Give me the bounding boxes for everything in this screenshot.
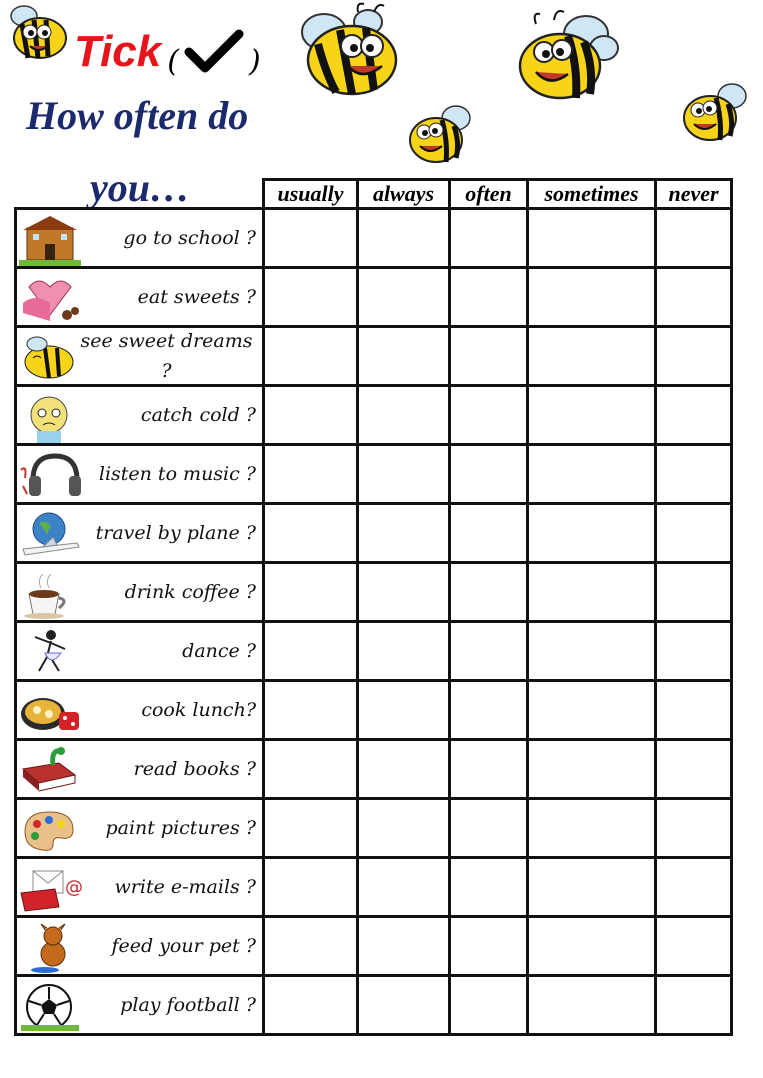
title-tick-word: Tick — [74, 27, 162, 76]
tick-cell[interactable] — [656, 268, 732, 327]
activity-cell — [16, 917, 264, 976]
activity-label: go to school ? — [123, 227, 256, 249]
activity-label: dance ? — [182, 640, 256, 662]
activity-cell — [16, 209, 264, 268]
activity-cell — [16, 622, 264, 681]
subtitle-line2: you… — [90, 165, 190, 210]
activity-label: cook lunch? — [141, 699, 256, 721]
tick-cell[interactable] — [358, 268, 450, 327]
bee-icon — [406, 100, 478, 166]
sick-kid-icon — [19, 391, 81, 443]
tick-cell[interactable] — [358, 799, 450, 858]
tick-cell[interactable] — [656, 976, 732, 1035]
table-row — [16, 858, 732, 917]
tick-cell[interactable] — [450, 268, 528, 327]
email-icon — [19, 863, 81, 915]
tick-cell[interactable] — [656, 622, 732, 681]
bee-icon — [2, 2, 70, 64]
tick-cell[interactable] — [264, 563, 358, 622]
tick-cell[interactable] — [358, 563, 450, 622]
tick-cell[interactable] — [656, 327, 732, 386]
activity-label: listen to music ? — [98, 463, 256, 485]
chocolate-box-icon — [19, 273, 81, 325]
tick-cell[interactable] — [358, 681, 450, 740]
tick-cell[interactable] — [450, 740, 528, 799]
tick-cell[interactable] — [264, 327, 358, 386]
table-row — [16, 268, 732, 327]
tick-cell[interactable] — [528, 268, 656, 327]
table-row — [16, 386, 732, 445]
sleeping-bee-icon — [19, 332, 81, 384]
activity-cell — [16, 976, 264, 1035]
tick-cell[interactable] — [264, 209, 358, 268]
tick-cell[interactable] — [656, 563, 732, 622]
activity-label: write e-mails ? — [114, 876, 256, 898]
table-row — [16, 976, 732, 1035]
tick-cell[interactable] — [656, 858, 732, 917]
tick-cell[interactable] — [358, 740, 450, 799]
tick-cell[interactable] — [450, 976, 528, 1035]
tick-cell[interactable] — [358, 445, 450, 504]
tick-cell[interactable] — [656, 504, 732, 563]
tick-cell[interactable] — [450, 563, 528, 622]
tick-cell[interactable] — [450, 327, 528, 386]
tick-cell[interactable] — [656, 917, 732, 976]
tick-cell[interactable] — [528, 386, 656, 445]
activity-cell — [16, 386, 264, 445]
tick-cell[interactable] — [450, 622, 528, 681]
column-header: often — [450, 180, 528, 209]
column-header: never — [656, 180, 732, 209]
title-row — [74, 22, 261, 82]
activity-cell — [16, 740, 264, 799]
activity-cell — [16, 445, 264, 504]
tick-cell[interactable] — [450, 858, 528, 917]
svg-text:@: @ — [65, 877, 83, 898]
activity-label: read books ? — [133, 758, 256, 780]
tick-cell[interactable] — [528, 622, 656, 681]
tick-cell[interactable] — [358, 504, 450, 563]
bee-icon — [514, 8, 620, 108]
tick-cell[interactable] — [528, 799, 656, 858]
tick-cell[interactable] — [264, 504, 358, 563]
coffee-cup-icon — [19, 568, 81, 620]
tick-cell[interactable] — [528, 740, 656, 799]
activity-label: paint pictures ? — [105, 817, 256, 839]
tick-cell[interactable] — [358, 386, 450, 445]
tick-cell[interactable] — [264, 622, 358, 681]
header-row — [16, 180, 732, 209]
tick-cell[interactable] — [528, 976, 656, 1035]
activity-cell — [16, 799, 264, 858]
activity-cell — [16, 858, 264, 917]
table-row — [16, 799, 732, 858]
tick-cell[interactable] — [450, 504, 528, 563]
tick-cell[interactable] — [358, 622, 450, 681]
table-row — [16, 917, 732, 976]
tick-cell[interactable] — [264, 445, 358, 504]
table-row — [16, 327, 732, 386]
tick-cell[interactable] — [358, 917, 450, 976]
tick-cell[interactable] — [358, 858, 450, 917]
activity-label: catch cold ? — [140, 404, 256, 426]
activity-cell — [16, 504, 264, 563]
bee-icon — [678, 78, 750, 144]
activity-cell — [16, 327, 264, 386]
tick-cell[interactable] — [528, 209, 656, 268]
tick-cell[interactable] — [528, 858, 656, 917]
table-row — [16, 504, 732, 563]
tick-cell[interactable] — [528, 445, 656, 504]
tick-cell[interactable] — [358, 327, 450, 386]
column-header: always — [358, 180, 450, 209]
headphones-icon — [19, 450, 81, 502]
tick-cell[interactable] — [450, 681, 528, 740]
activity-cell — [16, 268, 264, 327]
tick-cell[interactable] — [656, 209, 732, 268]
checkmark-icon — [185, 30, 243, 74]
activity-cell — [16, 563, 264, 622]
book-worm-icon — [19, 745, 81, 797]
tick-cell[interactable] — [528, 504, 656, 563]
tick-cell[interactable] — [264, 858, 358, 917]
header-blank-cell — [16, 180, 264, 209]
close-paren: ) — [248, 43, 261, 79]
pet-dog-icon — [19, 922, 81, 974]
tick-cell[interactable] — [450, 799, 528, 858]
tick-cell[interactable] — [656, 799, 732, 858]
tick-cell[interactable] — [264, 268, 358, 327]
table-row — [16, 563, 732, 622]
tick-cell[interactable] — [264, 799, 358, 858]
tick-cell[interactable] — [264, 917, 358, 976]
frequency-table — [14, 178, 733, 1036]
subtitle-line1: How often do — [26, 93, 249, 138]
table-row — [16, 681, 732, 740]
activity-cell — [16, 681, 264, 740]
tick-cell[interactable] — [264, 386, 358, 445]
paint-palette-icon — [19, 804, 81, 856]
tick-cell[interactable] — [528, 563, 656, 622]
column-header: sometimes — [528, 180, 656, 209]
tick-cell[interactable] — [358, 976, 450, 1035]
column-header: usually — [264, 180, 358, 209]
tick-cell[interactable] — [656, 740, 732, 799]
activity-label: drink coffee ? — [124, 581, 256, 603]
tick-cell[interactable] — [528, 327, 656, 386]
tick-cell[interactable] — [264, 976, 358, 1035]
football-icon — [19, 981, 81, 1033]
tick-cell[interactable] — [450, 209, 528, 268]
bee-icon — [296, 2, 406, 100]
tick-cell[interactable] — [528, 681, 656, 740]
tick-cell[interactable] — [656, 681, 732, 740]
cooking-pan-icon — [19, 686, 81, 738]
tick-cell[interactable] — [528, 917, 656, 976]
tick-cell[interactable] — [450, 917, 528, 976]
tick-cell[interactable] — [656, 445, 732, 504]
table-row — [16, 209, 732, 268]
plane-globe-icon — [19, 509, 81, 561]
activity-label: eat sweets ? — [137, 286, 256, 308]
tick-cell[interactable] — [656, 386, 732, 445]
tick-cell[interactable] — [264, 681, 358, 740]
tick-cell[interactable] — [264, 740, 358, 799]
table-row — [16, 622, 732, 681]
tick-cell[interactable] — [358, 209, 450, 268]
table-row — [16, 740, 732, 799]
open-paren: ( — [167, 43, 179, 79]
tick-cell[interactable] — [450, 386, 528, 445]
activity-label: see sweet dreams ? — [80, 330, 253, 382]
activity-label: feed your pet ? — [111, 935, 256, 957]
activity-label: travel by plane ? — [95, 522, 256, 544]
dancer-icon — [19, 627, 81, 679]
tick-cell[interactable] — [450, 445, 528, 504]
school-building-icon — [19, 214, 81, 266]
activity-label: play football ? — [120, 994, 256, 1016]
table-row — [16, 445, 732, 504]
